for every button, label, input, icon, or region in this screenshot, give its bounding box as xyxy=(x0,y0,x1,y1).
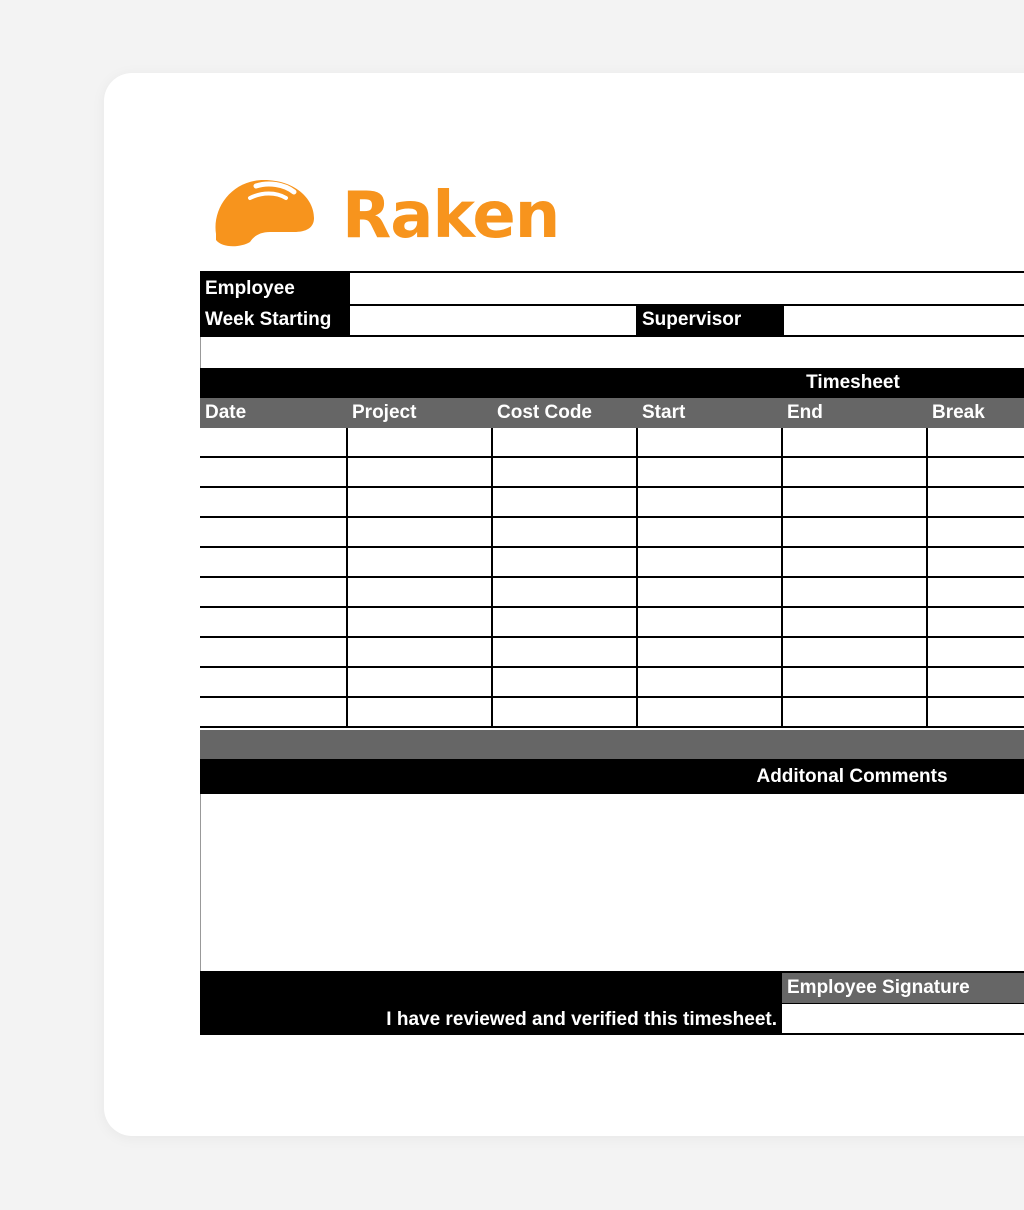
table-cell[interactable] xyxy=(781,608,926,636)
verification-text: I have reviewed and verified this timesheet. xyxy=(386,1009,777,1030)
table-cell[interactable] xyxy=(200,488,345,516)
table-cell[interactable] xyxy=(346,608,491,636)
table-cell[interactable] xyxy=(781,578,926,606)
table-cell[interactable] xyxy=(491,458,636,486)
table-cell[interactable] xyxy=(636,458,781,486)
table-cell[interactable] xyxy=(926,428,1024,456)
hard-hat-icon xyxy=(210,176,316,248)
table-cell[interactable] xyxy=(200,638,345,666)
table-row xyxy=(200,638,1024,668)
table-row xyxy=(200,608,1024,638)
totals-band xyxy=(200,730,1024,759)
table-cell[interactable] xyxy=(346,638,491,666)
table-cell[interactable] xyxy=(636,698,781,726)
table-cell[interactable] xyxy=(200,698,345,726)
table-cell[interactable] xyxy=(926,458,1024,486)
week-starting-field[interactable] xyxy=(348,304,638,337)
table-cell[interactable] xyxy=(346,668,491,696)
table-row xyxy=(200,458,1024,488)
spacer-row xyxy=(200,337,1024,368)
table-cell[interactable] xyxy=(200,518,345,546)
table-cell[interactable] xyxy=(636,578,781,606)
signature-label: Employee Signature xyxy=(787,977,970,998)
table-row xyxy=(200,518,1024,548)
table-cell[interactable] xyxy=(346,698,491,726)
table-cell[interactable] xyxy=(926,518,1024,546)
column-header-cost-code: Cost Code xyxy=(497,402,592,423)
table-row xyxy=(200,488,1024,518)
table-cell[interactable] xyxy=(781,638,926,666)
table-cell[interactable] xyxy=(781,518,926,546)
table-cell[interactable] xyxy=(200,578,345,606)
column-header-break: Break xyxy=(932,402,985,423)
table-row xyxy=(200,668,1024,698)
table-cell[interactable] xyxy=(346,428,491,456)
table-cell[interactable] xyxy=(491,428,636,456)
column-header-date: Date xyxy=(205,402,247,423)
table-row xyxy=(200,698,1024,728)
table-cell[interactable] xyxy=(491,698,636,726)
table-cell[interactable] xyxy=(926,608,1024,636)
table-cell[interactable] xyxy=(781,698,926,726)
table-cell[interactable] xyxy=(491,488,636,516)
table-cell[interactable] xyxy=(636,548,781,576)
table-cell[interactable] xyxy=(781,458,926,486)
table-cell[interactable] xyxy=(491,638,636,666)
table-cell[interactable] xyxy=(926,578,1024,606)
table-row xyxy=(200,578,1024,608)
column-header-start: Start xyxy=(642,402,686,423)
table-cell[interactable] xyxy=(491,518,636,546)
table-cell[interactable] xyxy=(346,578,491,606)
table-cell[interactable] xyxy=(926,548,1024,576)
table-cell[interactable] xyxy=(491,608,636,636)
table-cell[interactable] xyxy=(781,428,926,456)
table-cell[interactable] xyxy=(636,638,781,666)
table-cell[interactable] xyxy=(926,638,1024,666)
table-cell[interactable] xyxy=(926,668,1024,696)
column-header-end: End xyxy=(787,402,823,423)
table-cell[interactable] xyxy=(636,488,781,516)
employee-label: Employee xyxy=(200,273,348,304)
table-row xyxy=(200,428,1024,458)
timesheet-grid xyxy=(200,428,1024,729)
timesheet-title: Timesheet xyxy=(200,368,1024,398)
employee-field[interactable] xyxy=(348,273,1024,306)
table-cell[interactable] xyxy=(200,458,345,486)
table-cell[interactable] xyxy=(200,668,345,696)
supervisor-label: Supervisor xyxy=(637,304,782,337)
comments-title: Additonal Comments xyxy=(200,759,1024,794)
table-cell[interactable] xyxy=(636,518,781,546)
table-row xyxy=(200,548,1024,578)
column-header-project: Project xyxy=(352,402,417,423)
table-cell[interactable] xyxy=(636,608,781,636)
table-cell[interactable] xyxy=(200,608,345,636)
table-cell[interactable] xyxy=(491,668,636,696)
brand-logo-text: Raken xyxy=(342,179,560,253)
table-cell[interactable] xyxy=(636,428,781,456)
table-cell[interactable] xyxy=(491,578,636,606)
signature-field[interactable] xyxy=(782,1004,1024,1033)
table-cell[interactable] xyxy=(200,428,345,456)
supervisor-field[interactable] xyxy=(782,304,1024,337)
table-cell[interactable] xyxy=(346,488,491,516)
table-cell[interactable] xyxy=(926,698,1024,726)
table-cell[interactable] xyxy=(781,488,926,516)
table-cell[interactable] xyxy=(346,458,491,486)
table-cell[interactable] xyxy=(491,548,636,576)
table-cell[interactable] xyxy=(781,548,926,576)
table-cell[interactable] xyxy=(781,668,926,696)
week-starting-label: Week Starting xyxy=(200,304,348,337)
timesheet-form xyxy=(200,271,1024,1036)
table-cell[interactable] xyxy=(636,668,781,696)
table-cell[interactable] xyxy=(346,518,491,546)
table-cell[interactable] xyxy=(926,488,1024,516)
table-cell[interactable] xyxy=(346,548,491,576)
table-cell[interactable] xyxy=(200,548,345,576)
comments-area[interactable] xyxy=(200,794,1024,971)
